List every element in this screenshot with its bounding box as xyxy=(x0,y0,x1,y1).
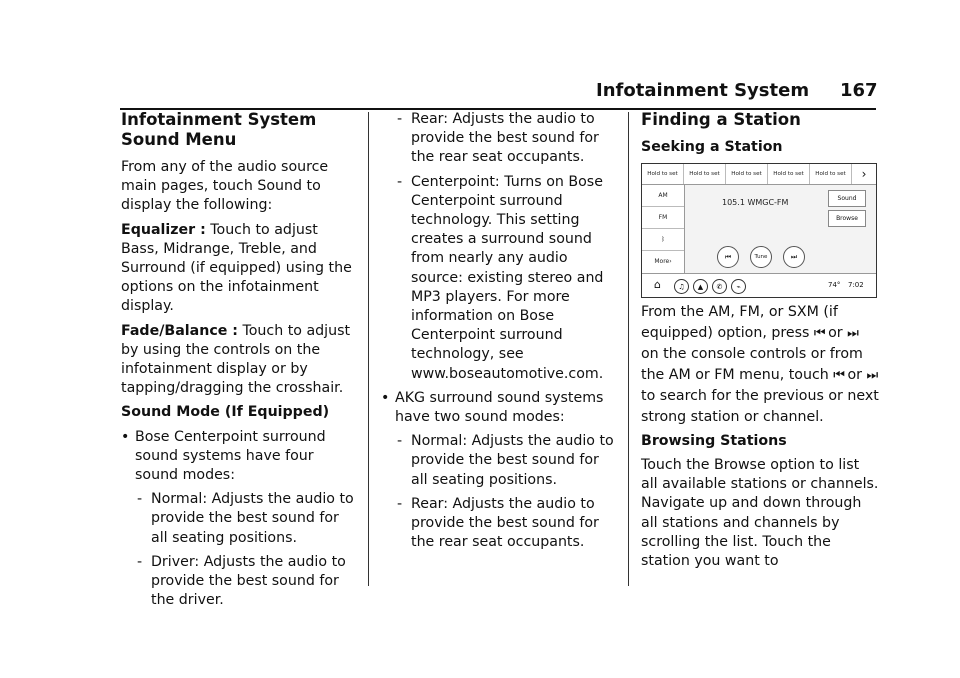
bullet-akg-text: AKG surround sound systems have two sound modes: xyxy=(395,389,604,426)
label-fade-balance: Fade/Balance : xyxy=(121,322,238,339)
bullet-akg xyxy=(381,389,619,427)
column-divider-1 xyxy=(368,112,369,586)
phone-icon: ✆ xyxy=(712,279,727,294)
temperature-readout: 74° xyxy=(828,281,841,289)
dash-mark-icon: - xyxy=(397,495,403,512)
dash-item-akg-rear xyxy=(395,495,619,553)
preset-button: Hold to set xyxy=(726,164,768,184)
dash-item-text: Rear: Adjusts the audio to provide the best sound for the rear seat occupants. xyxy=(411,495,599,551)
navigation-icon: ▲ xyxy=(693,279,708,294)
dash-mark-icon: - xyxy=(397,433,403,450)
preset-bar xyxy=(642,164,876,185)
dash-item-rear xyxy=(395,110,619,168)
sound-button: Sound xyxy=(828,190,866,207)
seek-text-1: From the AM, FM, or SXM (if equipped) option, press xyxy=(641,304,838,341)
preset-button: Hold to set xyxy=(768,164,810,184)
dash-item-normal xyxy=(135,490,359,548)
dash-mark-icon: - xyxy=(397,173,403,190)
chevron-right-icon: › xyxy=(861,167,867,181)
column-3-body xyxy=(641,302,879,576)
infotainment-screen-figure xyxy=(641,163,877,298)
seek-back-icon: ⏮ xyxy=(813,325,824,341)
section-heading-finding-station: Finding a Station xyxy=(641,110,801,129)
paragraph-fade-balance xyxy=(121,322,359,399)
station-name: 105.1 WMGC-FM xyxy=(722,198,789,207)
apps-icon: ⌁ xyxy=(731,279,746,294)
tune-button: Tune xyxy=(750,246,772,268)
subheading-browsing: Browsing Stations xyxy=(641,433,787,449)
paragraph-seek xyxy=(641,302,879,427)
section-heading-sound-menu: Infotainment System Sound Menu xyxy=(121,110,317,149)
status-bar xyxy=(642,273,876,298)
seek-back-icon: ⏮ xyxy=(833,367,843,383)
music-icon: ♫ xyxy=(674,279,689,294)
home-icon: ⌂ xyxy=(654,278,661,291)
dash-item-text: Rear: Adjusts the audio to provide the best sound for the rear seat occupants. xyxy=(411,111,599,166)
dash-item-text: Normal: Adjusts the audio to provide the best sound for all seating positions. xyxy=(411,433,614,488)
dash-item-text: Driver: Adjusts the audio to provide the best sound for the driver. xyxy=(151,553,346,609)
dash-mark-icon: - xyxy=(397,111,403,127)
column-2 xyxy=(381,110,619,557)
source-am: AM xyxy=(642,185,684,207)
paragraph-browse: Touch the Browse option to list all available stations or channels. Navigate up and down through all stations and channels by scrolling the list. Touch the station you want to xyxy=(641,457,879,570)
dash-mark-icon: - xyxy=(137,491,143,508)
browse-button: Browse xyxy=(828,210,866,227)
seek-forward-icon: ⏭ xyxy=(783,246,805,268)
dash-item-driver xyxy=(135,553,359,611)
seek-back-icon: ⏮ xyxy=(717,246,739,268)
dash-item-text: Centerpoint: Turns on Bose Centerpoint surround technology. This setting creates a surround sound from nearly any audio source: existing stereo and MP3 players. For more information on Bose Centerpoint surround technology, see www.boseautomotive.com. xyxy=(411,173,604,382)
page-header-title: Infotainment System xyxy=(596,80,810,101)
subheading-sound-mode: Sound Mode (If Equipped) xyxy=(121,404,330,421)
preset-button: Hold to set xyxy=(684,164,726,184)
subheading-seeking: Seeking a Station xyxy=(641,139,783,155)
source-sidebar xyxy=(642,185,685,273)
bluetooth-icon: ᛒ xyxy=(642,229,684,251)
seek-text-3: on the console controls or from the AM or FM menu, touch xyxy=(641,346,863,383)
bullet-dot-icon: • xyxy=(381,389,390,406)
preset-button: Hold to set xyxy=(810,164,852,184)
seek-forward-icon: ⏭ xyxy=(866,367,877,383)
column-1 xyxy=(121,110,359,615)
label-equalizer: Equalizer : xyxy=(121,221,206,238)
seek-text-2: or xyxy=(828,324,843,341)
dash-item-akg-normal xyxy=(395,432,619,490)
dash-item-centerpoint xyxy=(395,173,619,384)
clock-readout: 7:02 xyxy=(848,281,864,289)
page-number: 167 xyxy=(840,80,878,101)
seek-text-4: or xyxy=(847,366,863,383)
column-divider-2 xyxy=(628,112,629,586)
text-equalizer: Touch to adjust Bass, Midrange, Treble, and Surround (if equipped) using the options on the infotainment display. xyxy=(121,221,352,315)
source-fm: FM xyxy=(642,207,684,229)
column-3 xyxy=(641,110,879,162)
bullet-bose-text: Bose Centerpoint surround sound systems have four sound modes: xyxy=(135,428,326,484)
dash-mark-icon: - xyxy=(137,553,143,570)
chevron-right-icon: › xyxy=(669,258,672,265)
source-more xyxy=(642,251,684,272)
bullet-dot-icon: • xyxy=(121,428,130,445)
seek-forward-icon: ⏭ xyxy=(847,325,857,341)
bullet-bose xyxy=(121,428,359,486)
preset-button: Hold to set xyxy=(642,164,684,184)
dash-item-text: Normal: Adjusts the audio to provide the best sound for all seating positions. xyxy=(151,491,354,546)
paragraph-intro: From any of the audio source main pages, touch Sound to display the following: xyxy=(121,159,329,214)
seek-text-5: to search for the previous or next strong station or channel. xyxy=(641,388,879,425)
paragraph-equalizer xyxy=(121,221,359,317)
source-more-label: More xyxy=(654,258,670,265)
text-fade-balance: Touch to adjust by using the controls on the infotainment display or by tapping/dragging the crosshair. xyxy=(121,322,351,397)
